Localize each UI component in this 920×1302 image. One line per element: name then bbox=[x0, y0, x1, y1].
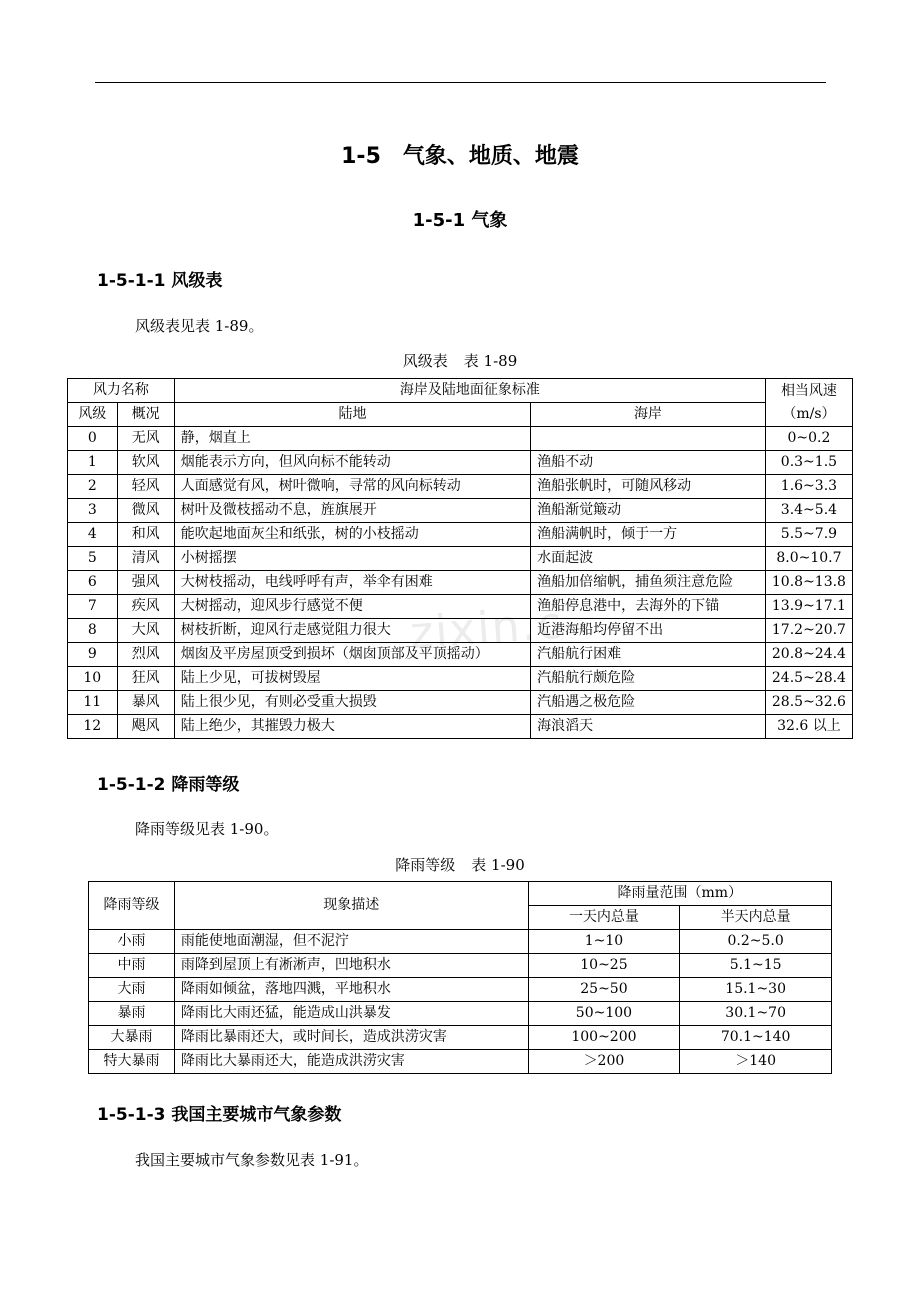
city-heading: 1-5-1-3 我国主要城市气象参数 bbox=[97, 1105, 342, 1125]
wind-grade-cell: 2 bbox=[68, 475, 118, 499]
table-row bbox=[68, 499, 853, 523]
table-row bbox=[68, 451, 853, 475]
rain-day-cell: 50~100 bbox=[528, 1002, 680, 1026]
wind-speed-cell: 24.5~28.4 bbox=[765, 667, 852, 691]
wind-speed-cell: 8.0~10.7 bbox=[765, 547, 852, 571]
wind-grade-cell: 6 bbox=[68, 571, 118, 595]
rain-desc-cell: 降雨比大雨还猛，能造成山洪暴发 bbox=[174, 1002, 528, 1026]
city-intro: 我国主要城市气象参数见表 1-91。 bbox=[135, 1151, 369, 1169]
wind-summary-cell: 疾风 bbox=[117, 595, 174, 619]
wind-summary-cell: 轻风 bbox=[117, 475, 174, 499]
rain-day-cell: ＞200 bbox=[528, 1050, 680, 1074]
header-grade: 风级 bbox=[68, 403, 118, 427]
header-signs: 海岸及陆地面征象标准 bbox=[174, 379, 765, 403]
header-summary: 概况 bbox=[117, 403, 174, 427]
wind-speed-cell: 13.9~17.1 bbox=[765, 595, 852, 619]
wind-grade-cell: 5 bbox=[68, 547, 118, 571]
rain-halfday-cell: ＞140 bbox=[680, 1050, 832, 1074]
wind-coast-cell: 近港海船均停留不出 bbox=[531, 619, 766, 643]
wind-land-cell: 陆上绝少，其摧毁力极大 bbox=[174, 715, 530, 739]
rain-halfday-cell: 30.1~70 bbox=[680, 1002, 832, 1026]
wind-land-cell: 小树摇摆 bbox=[174, 547, 530, 571]
rain-intro: 降雨等级见表 1-90。 bbox=[135, 820, 279, 838]
wind-speed-cell: 1.6~3.3 bbox=[765, 475, 852, 499]
wind-grade-cell: 0 bbox=[68, 427, 118, 451]
wind-grade-cell: 3 bbox=[68, 499, 118, 523]
wind-coast-cell: 渔船加倍缩帆，捕鱼须注意危险 bbox=[531, 571, 766, 595]
rain-heading: 1-5-1-2 降雨等级 bbox=[97, 775, 240, 795]
wind-grade-cell: 12 bbox=[68, 715, 118, 739]
wind-coast-cell: 汽船航行颇危险 bbox=[531, 667, 766, 691]
header-coast: 海岸 bbox=[531, 403, 766, 427]
wind-summary-cell: 飓风 bbox=[117, 715, 174, 739]
wind-speed-cell: 20.8~24.4 bbox=[765, 643, 852, 667]
rain-level-cell: 特大暴雨 bbox=[89, 1050, 175, 1074]
wind-speed-cell: 17.2~20.7 bbox=[765, 619, 852, 643]
header-speed-unit: （m/s） bbox=[782, 405, 836, 422]
rain-day-cell: 100~200 bbox=[528, 1026, 680, 1050]
chapter-title: 1-5 气象、地质、地震 bbox=[341, 144, 579, 169]
rain-table-caption bbox=[0, 854, 920, 875]
wind-coast-cell bbox=[531, 427, 766, 451]
wind-table-body bbox=[68, 427, 853, 739]
wind-coast-cell: 渔船停息港中，去海外的下锚 bbox=[531, 595, 766, 619]
table-row bbox=[68, 667, 853, 691]
table-row bbox=[68, 619, 853, 643]
wind-summary-cell: 和风 bbox=[117, 523, 174, 547]
wind-land-cell: 静，烟直上 bbox=[174, 427, 530, 451]
wind-caption-name: 风级表 bbox=[402, 352, 448, 370]
rain-level-cell: 中雨 bbox=[89, 954, 175, 978]
header-rule bbox=[95, 82, 826, 83]
wind-grade-cell: 9 bbox=[68, 643, 118, 667]
wind-summary-cell: 大风 bbox=[117, 619, 174, 643]
table-row bbox=[68, 523, 853, 547]
wind-summary-cell: 清风 bbox=[117, 547, 174, 571]
rain-desc-cell: 降雨比暴雨还大，或时间长，造成洪涝灾害 bbox=[174, 1026, 528, 1050]
header-speed-label: 相当风速 bbox=[780, 382, 837, 399]
header-range: 降雨量范围（mm） bbox=[528, 882, 831, 906]
rain-level-cell: 小雨 bbox=[89, 930, 175, 954]
wind-coast-cell: 水面起波 bbox=[531, 547, 766, 571]
rain-desc-cell: 雨能使地面潮湿，但不泥泞 bbox=[174, 930, 528, 954]
wind-speed-cell: 0.3~1.5 bbox=[765, 451, 852, 475]
rain-table bbox=[88, 881, 832, 1074]
wind-table bbox=[67, 378, 853, 739]
wind-summary-cell: 无风 bbox=[117, 427, 174, 451]
wind-speed-cell: 28.5~32.6 bbox=[765, 691, 852, 715]
table-row bbox=[68, 571, 853, 595]
rain-caption-number: 表 1-90 bbox=[471, 856, 525, 874]
wind-land-cell: 陆上很少见，有则必受重大损毁 bbox=[174, 691, 530, 715]
rain-day-cell: 25~50 bbox=[528, 978, 680, 1002]
wind-coast-cell: 汽船航行困难 bbox=[531, 643, 766, 667]
rain-desc-cell: 雨降到屋顶上有淅淅声，凹地积水 bbox=[174, 954, 528, 978]
table-row bbox=[89, 1050, 832, 1074]
wind-coast-cell: 渔船满帆时，倾于一方 bbox=[531, 523, 766, 547]
wind-summary-cell: 微风 bbox=[117, 499, 174, 523]
rain-halfday-cell: 15.1~30 bbox=[680, 978, 832, 1002]
wind-summary-cell: 暴风 bbox=[117, 691, 174, 715]
rain-level-cell: 大雨 bbox=[89, 978, 175, 1002]
wind-summary-cell: 软风 bbox=[117, 451, 174, 475]
table-row bbox=[68, 643, 853, 667]
wind-speed-cell: 32.6 以上 bbox=[765, 715, 852, 739]
table-row bbox=[89, 930, 832, 954]
rain-caption-name: 降雨等级 bbox=[395, 856, 456, 874]
wind-land-cell: 人面感觉有风，树叶微响，寻常的风向标转动 bbox=[174, 475, 530, 499]
table-row bbox=[68, 595, 853, 619]
header-level: 降雨等级 bbox=[89, 882, 175, 930]
rain-desc-cell: 降雨如倾盆，落地四溅，平地积水 bbox=[174, 978, 528, 1002]
rain-halfday-cell: 5.1~15 bbox=[680, 954, 832, 978]
wind-speed-cell: 3.4~5.4 bbox=[765, 499, 852, 523]
rain-day-cell: 10~25 bbox=[528, 954, 680, 978]
wind-coast-cell: 渔船不动 bbox=[531, 451, 766, 475]
section-title: 1-5-1 气象 bbox=[412, 210, 508, 231]
header-speed bbox=[765, 379, 852, 427]
table-row bbox=[68, 715, 853, 739]
wind-coast-cell: 渔船渐觉簸动 bbox=[531, 499, 766, 523]
wind-summary-cell: 强风 bbox=[117, 571, 174, 595]
wind-table-caption bbox=[0, 350, 920, 371]
wind-coast-cell: 海浪滔天 bbox=[531, 715, 766, 739]
wind-grade-cell: 8 bbox=[68, 619, 118, 643]
table-row bbox=[68, 547, 853, 571]
rain-level-cell: 大暴雨 bbox=[89, 1026, 175, 1050]
wind-grade-cell: 11 bbox=[68, 691, 118, 715]
wind-land-cell: 能吹起地面灰尘和纸张，树的小枝摇动 bbox=[174, 523, 530, 547]
watermark: zixin.c bbox=[408, 597, 566, 660]
wind-grade-cell: 10 bbox=[68, 667, 118, 691]
table-row bbox=[89, 978, 832, 1002]
wind-coast-cell: 汽船遇之极危险 bbox=[531, 691, 766, 715]
rain-desc-cell: 降雨比大暴雨还大，能造成洪涝灾害 bbox=[174, 1050, 528, 1074]
wind-land-cell: 烟能表示方向，但风向标不能转动 bbox=[174, 451, 530, 475]
wind-intro: 风级表见表 1-89。 bbox=[135, 317, 264, 335]
wind-land-cell: 大树摇动，迎风步行感觉不便 bbox=[174, 595, 530, 619]
wind-heading: 1-5-1-1 风级表 bbox=[97, 271, 223, 291]
wind-land-cell: 大树枝摇动，电线呼呼有声，举伞有困难 bbox=[174, 571, 530, 595]
wind-summary-cell: 狂风 bbox=[117, 667, 174, 691]
wind-coast-cell: 渔船张帆时，可随风移动 bbox=[531, 475, 766, 499]
wind-land-cell: 树枝折断，迎风行走感觉阻力很大 bbox=[174, 619, 530, 643]
header-land: 陆地 bbox=[174, 403, 530, 427]
rain-table-body bbox=[89, 930, 832, 1074]
wind-grade-cell: 4 bbox=[68, 523, 118, 547]
header-desc: 现象描述 bbox=[174, 882, 528, 930]
rain-halfday-cell: 70.1~140 bbox=[680, 1026, 832, 1050]
wind-land-cell: 陆上少见，可拔树毁屋 bbox=[174, 667, 530, 691]
header-day-total: 一天内总量 bbox=[528, 906, 680, 930]
table-row bbox=[68, 475, 853, 499]
rain-day-cell: 1~10 bbox=[528, 930, 680, 954]
wind-speed-cell: 5.5~7.9 bbox=[765, 523, 852, 547]
table-row bbox=[68, 691, 853, 715]
table-row bbox=[89, 954, 832, 978]
wind-land-cell: 烟囱及平房屋顶受到损坏（烟囱顶部及平顶摇动） bbox=[174, 643, 530, 667]
wind-grade-cell: 1 bbox=[68, 451, 118, 475]
wind-speed-cell: 10.8~13.8 bbox=[765, 571, 852, 595]
wind-caption-number: 表 1-89 bbox=[463, 352, 518, 370]
table-row bbox=[89, 1002, 832, 1026]
header-halfday-total: 半天内总量 bbox=[680, 906, 832, 930]
wind-summary-cell: 烈风 bbox=[117, 643, 174, 667]
wind-speed-cell: 0~0.2 bbox=[765, 427, 852, 451]
table-row bbox=[89, 1026, 832, 1050]
rain-halfday-cell: 0.2~5.0 bbox=[680, 930, 832, 954]
header-wind-name: 风力名称 bbox=[68, 379, 175, 403]
rain-level-cell: 暴雨 bbox=[89, 1002, 175, 1026]
wind-land-cell: 树叶及微枝摇动不息，旌旗展开 bbox=[174, 499, 530, 523]
table-row bbox=[68, 427, 853, 451]
wind-grade-cell: 7 bbox=[68, 595, 118, 619]
